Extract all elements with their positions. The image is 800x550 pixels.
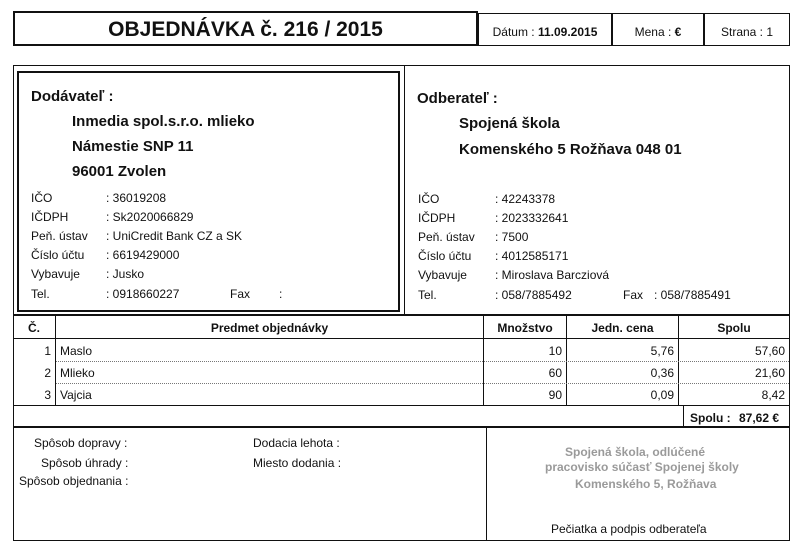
sum-value: 87,62 € <box>739 411 780 425</box>
payment-label: Spôsob úhrady : <box>41 456 129 470</box>
order-title: OBJEDNÁVKA č. 216 / 2015 <box>108 18 383 41</box>
supplier-bank-label: Peň. ústav <box>31 229 88 243</box>
row-item: Maslo <box>60 344 93 358</box>
sum-cell-line <box>683 405 684 426</box>
table-sum-bottom-line <box>14 426 789 428</box>
stamp-line-3: Komenského 5, Rožňava <box>575 477 717 491</box>
date-box <box>478 13 612 46</box>
customer-fax-value: : 058/7885491 <box>654 288 731 302</box>
party-divider <box>404 66 405 314</box>
row-separator <box>484 383 789 384</box>
col-header-no: Č. <box>28 321 40 335</box>
supplier-icdph-value: : Sk2020066829 <box>106 210 194 224</box>
stamp-line-1: Spojená škola, odlúčené <box>565 445 706 459</box>
order-method-label: Spôsob objednania : <box>19 474 129 488</box>
row-price: 0,09 <box>650 388 674 402</box>
transport-label: Spôsob dopravy : <box>34 436 128 450</box>
customer-heading: Odberateľ : <box>417 90 498 107</box>
customer-account-label: Číslo účtu <box>418 249 472 263</box>
row-no: 3 <box>44 388 51 402</box>
customer-ico-label: IČO <box>418 192 440 206</box>
customer-icdph-label: IČDPH <box>418 211 456 225</box>
table-top-line <box>14 314 789 316</box>
customer-name: Spojená škola <box>459 115 560 132</box>
stamp-caption: Pečiatka a podpis odberateľa <box>551 522 707 536</box>
row-price: 5,76 <box>650 344 674 358</box>
row-qty: 90 <box>548 388 562 402</box>
row-separator <box>56 383 483 384</box>
row-total: 21,60 <box>754 366 785 380</box>
supplier-icdph-label: IČDPH <box>31 210 69 224</box>
footer-divider <box>486 428 487 541</box>
customer-tel-value: : 058/7885492 <box>495 288 572 302</box>
customer-bank-label: Peň. ústav <box>418 230 475 244</box>
row-separator <box>484 361 789 362</box>
row-qty: 60 <box>548 366 562 380</box>
customer-ico-value: : 42243378 <box>495 192 556 206</box>
row-item: Vajcia <box>60 388 92 402</box>
table-header-line <box>14 338 789 339</box>
supplier-account-value: : 6619429000 <box>106 248 180 262</box>
row-total: 8,42 <box>761 388 785 402</box>
col-header-item: Predmet objednávky <box>210 321 329 335</box>
customer-icdph-value: : 2023332641 <box>495 211 569 225</box>
delivery-term-label: Dodacia lehota : <box>253 436 340 450</box>
sum-label: Spolu : <box>690 411 731 425</box>
supplier-ico-value: : 36019208 <box>106 191 167 205</box>
customer-street: Komenského 5 Rožňava 048 01 <box>459 141 682 158</box>
col-header-qty: Množstvo <box>497 321 553 335</box>
row-no: 1 <box>44 344 51 358</box>
supplier-tel-value: : 0918660227 <box>106 287 180 301</box>
supplier-ico-label: IČO <box>31 191 53 205</box>
row-no: 2 <box>44 366 51 380</box>
customer-contact-value: : Miroslava Barcziová <box>495 268 610 282</box>
row-qty: 10 <box>548 344 562 358</box>
supplier-contact-value: : Jusko <box>106 267 145 281</box>
supplier-name: Inmedia spol.s.r.o. mlieko <box>72 113 255 130</box>
supplier-tel-label: Tel. <box>31 287 50 301</box>
col-header-price: Jedn. cena <box>591 321 654 335</box>
currency-value: € <box>674 25 682 39</box>
page-box <box>704 13 790 46</box>
customer-tel-label: Tel. <box>418 288 437 302</box>
date-value: 11.09.2015 <box>537 25 598 39</box>
delivery-place-label: Miesto dodania : <box>253 456 342 470</box>
supplier-contact-label: Vybavuje <box>31 267 80 281</box>
supplier-fax-label: Fax <box>230 287 251 301</box>
col-header-total: Spolu <box>717 321 751 335</box>
date-label: Dátum : <box>492 25 535 39</box>
row-separator <box>56 361 483 362</box>
supplier-bank-value: : UniCredit Bank CZ a SK <box>106 229 243 243</box>
order-title-box <box>13 11 478 46</box>
customer-account-value: : 4012585171 <box>495 249 569 263</box>
supplier-fax-value: : <box>279 287 283 301</box>
school-stamp <box>535 440 785 520</box>
currency-label: Mena : <box>634 25 672 39</box>
customer-fax-label: Fax <box>623 288 644 302</box>
stamp-line-2: pracovisko súčasť Spojenej školy <box>545 460 739 474</box>
currency-box <box>612 13 704 46</box>
supplier-city: 96001 Zvolen <box>72 163 167 180</box>
supplier-account-label: Číslo účtu <box>31 248 85 262</box>
page-label: Strana : 1 <box>720 25 774 39</box>
supplier-street: Námestie SNP 11 <box>72 138 194 155</box>
row-total: 57,60 <box>754 344 785 358</box>
row-item: Mlieko <box>60 366 95 380</box>
table-body-bottom-line <box>14 405 789 406</box>
customer-contact-label: Vybavuje <box>418 268 467 282</box>
row-price: 0,36 <box>650 366 674 380</box>
customer-bank-value: : 7500 <box>495 230 529 244</box>
supplier-heading: Dodávateľ : <box>31 88 114 105</box>
